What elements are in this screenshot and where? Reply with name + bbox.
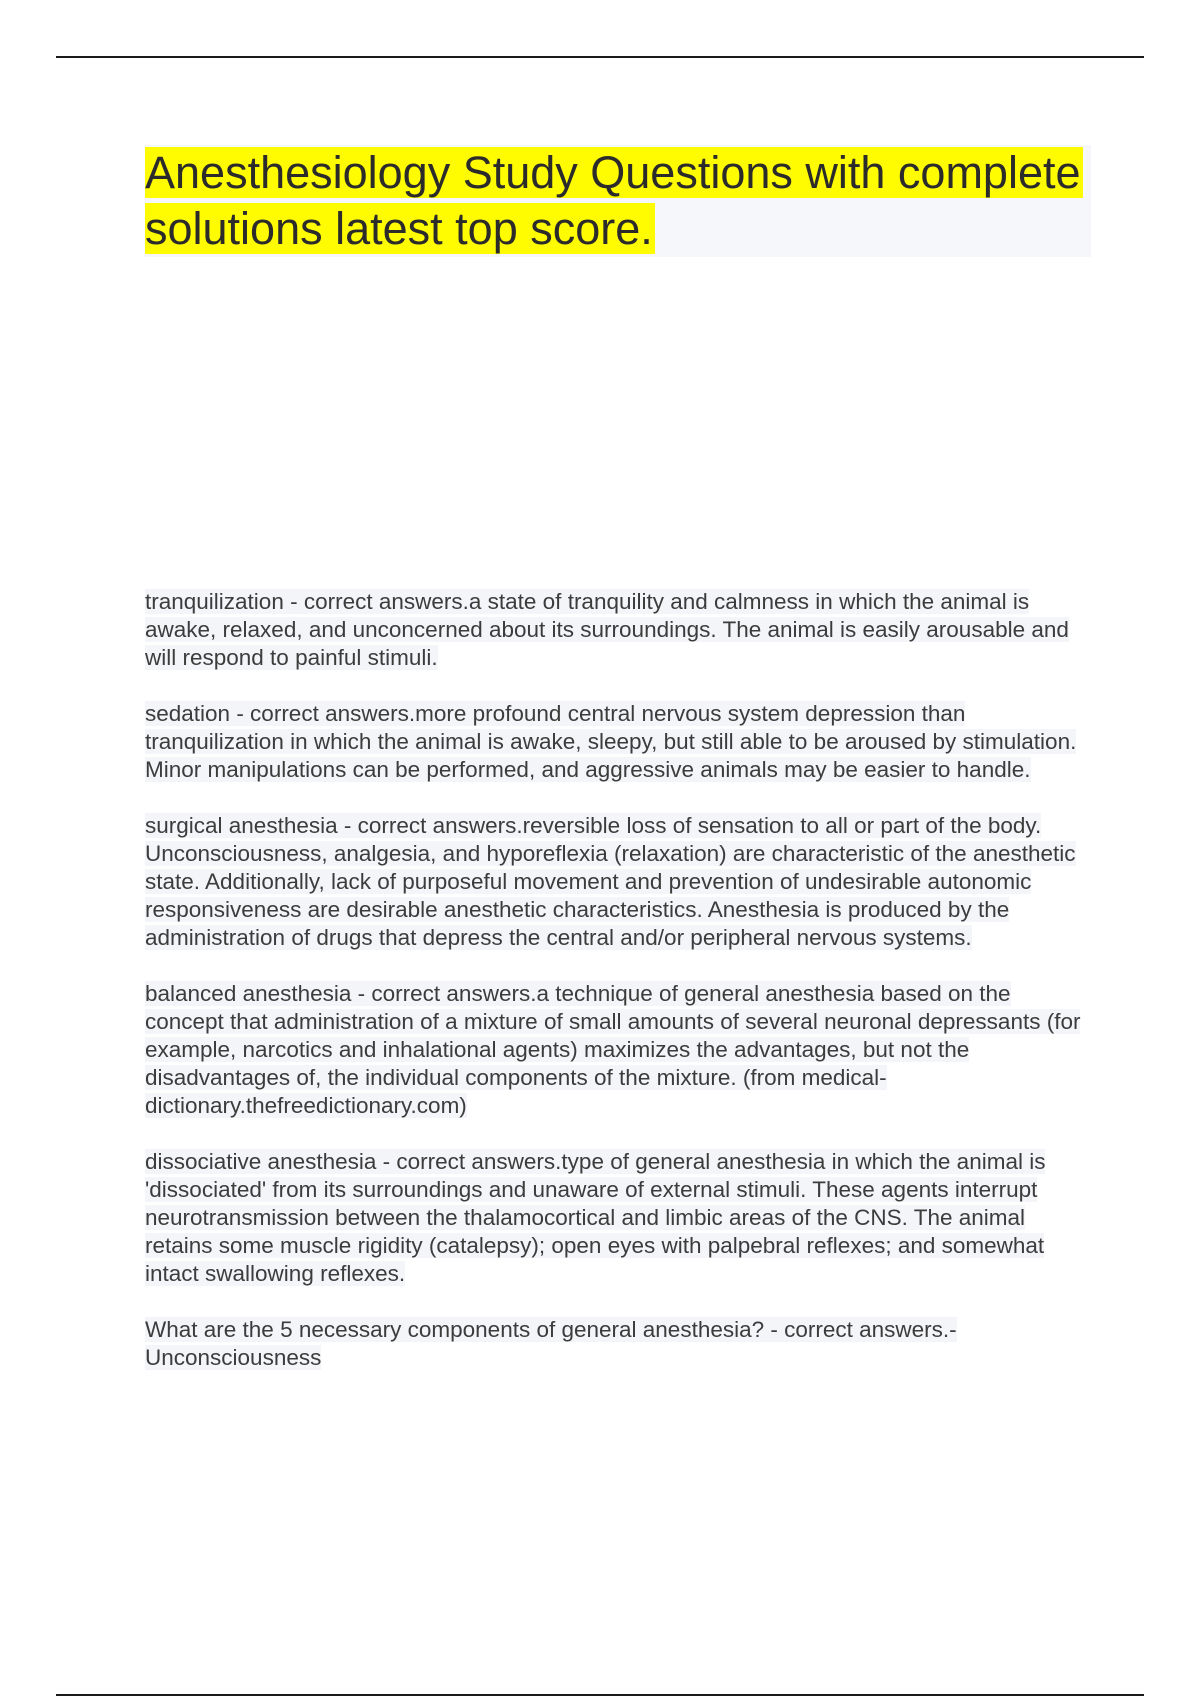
title-highlight: Anesthesiology Study Questions with complete solutions latest top score. xyxy=(145,147,1081,254)
qa-entry-surgical-anesthesia: surgical anesthesia - correct answers.reversible loss of sensation to all or part of the body. Unconsciousness, analgesia, and hyporeflexia (relaxation) are characteristic of the anesthetic state. Additionally, lack of purposeful movement and prevention of undesirable autonomic responsiveness are desirable anesthetic characteristics. Anesthesia is produced by the administration of drugs that depress the central and/or peripheral nervous systems. xyxy=(145,813,1076,950)
qa-entry-components: What are the 5 necessary components of general anesthesia? - correct answers.- Unconsciousness xyxy=(145,1317,957,1370)
qa-entry-sedation: sedation - correct answers.more profound central nervous system depression than tranquilization in which the animal is awake, sleepy, but still able to be aroused by stimulation. Minor manipulations can be performed, and aggressive animals may be easier to handle. xyxy=(145,701,1077,782)
qa-entry-dissociative-anesthesia: dissociative anesthesia - correct answers.type of general anesthesia in which the animal is 'dissociated' from its surroundings and unaware of external stimuli. These agents interrupt neurotransmission between the thalamocortical and limbic areas of the CNS. The animal retains some muscle rigidity (catalepsy); open eyes with palpebral reflexes; and somewhat intact swallowing reflexes. xyxy=(145,1149,1046,1286)
qa-entries xyxy=(145,588,1085,1400)
qa-entry-balanced-anesthesia: balanced anesthesia - correct answers.a technique of general anesthesia based on the concept that administration of a mixture of small amounts of several neuronal depressants (for example, narcotics and inhalational agents) maximizes the advantages, but not the disadvantages of, the individual components of the mixture. (from medical-dictionary.thefreedictionary.com) xyxy=(145,981,1081,1118)
header-rule xyxy=(56,56,1144,58)
document-title xyxy=(145,145,1091,257)
footer-rule xyxy=(56,1694,1144,1696)
title-block xyxy=(145,145,1091,257)
qa-entry-tranquilization: tranquilization - correct answers.a state of tranquility and calmness in which the animal is awake, relaxed, and unconcerned about its surroundings. The animal is easily arousable and will respond to painful stimuli. xyxy=(145,589,1069,670)
